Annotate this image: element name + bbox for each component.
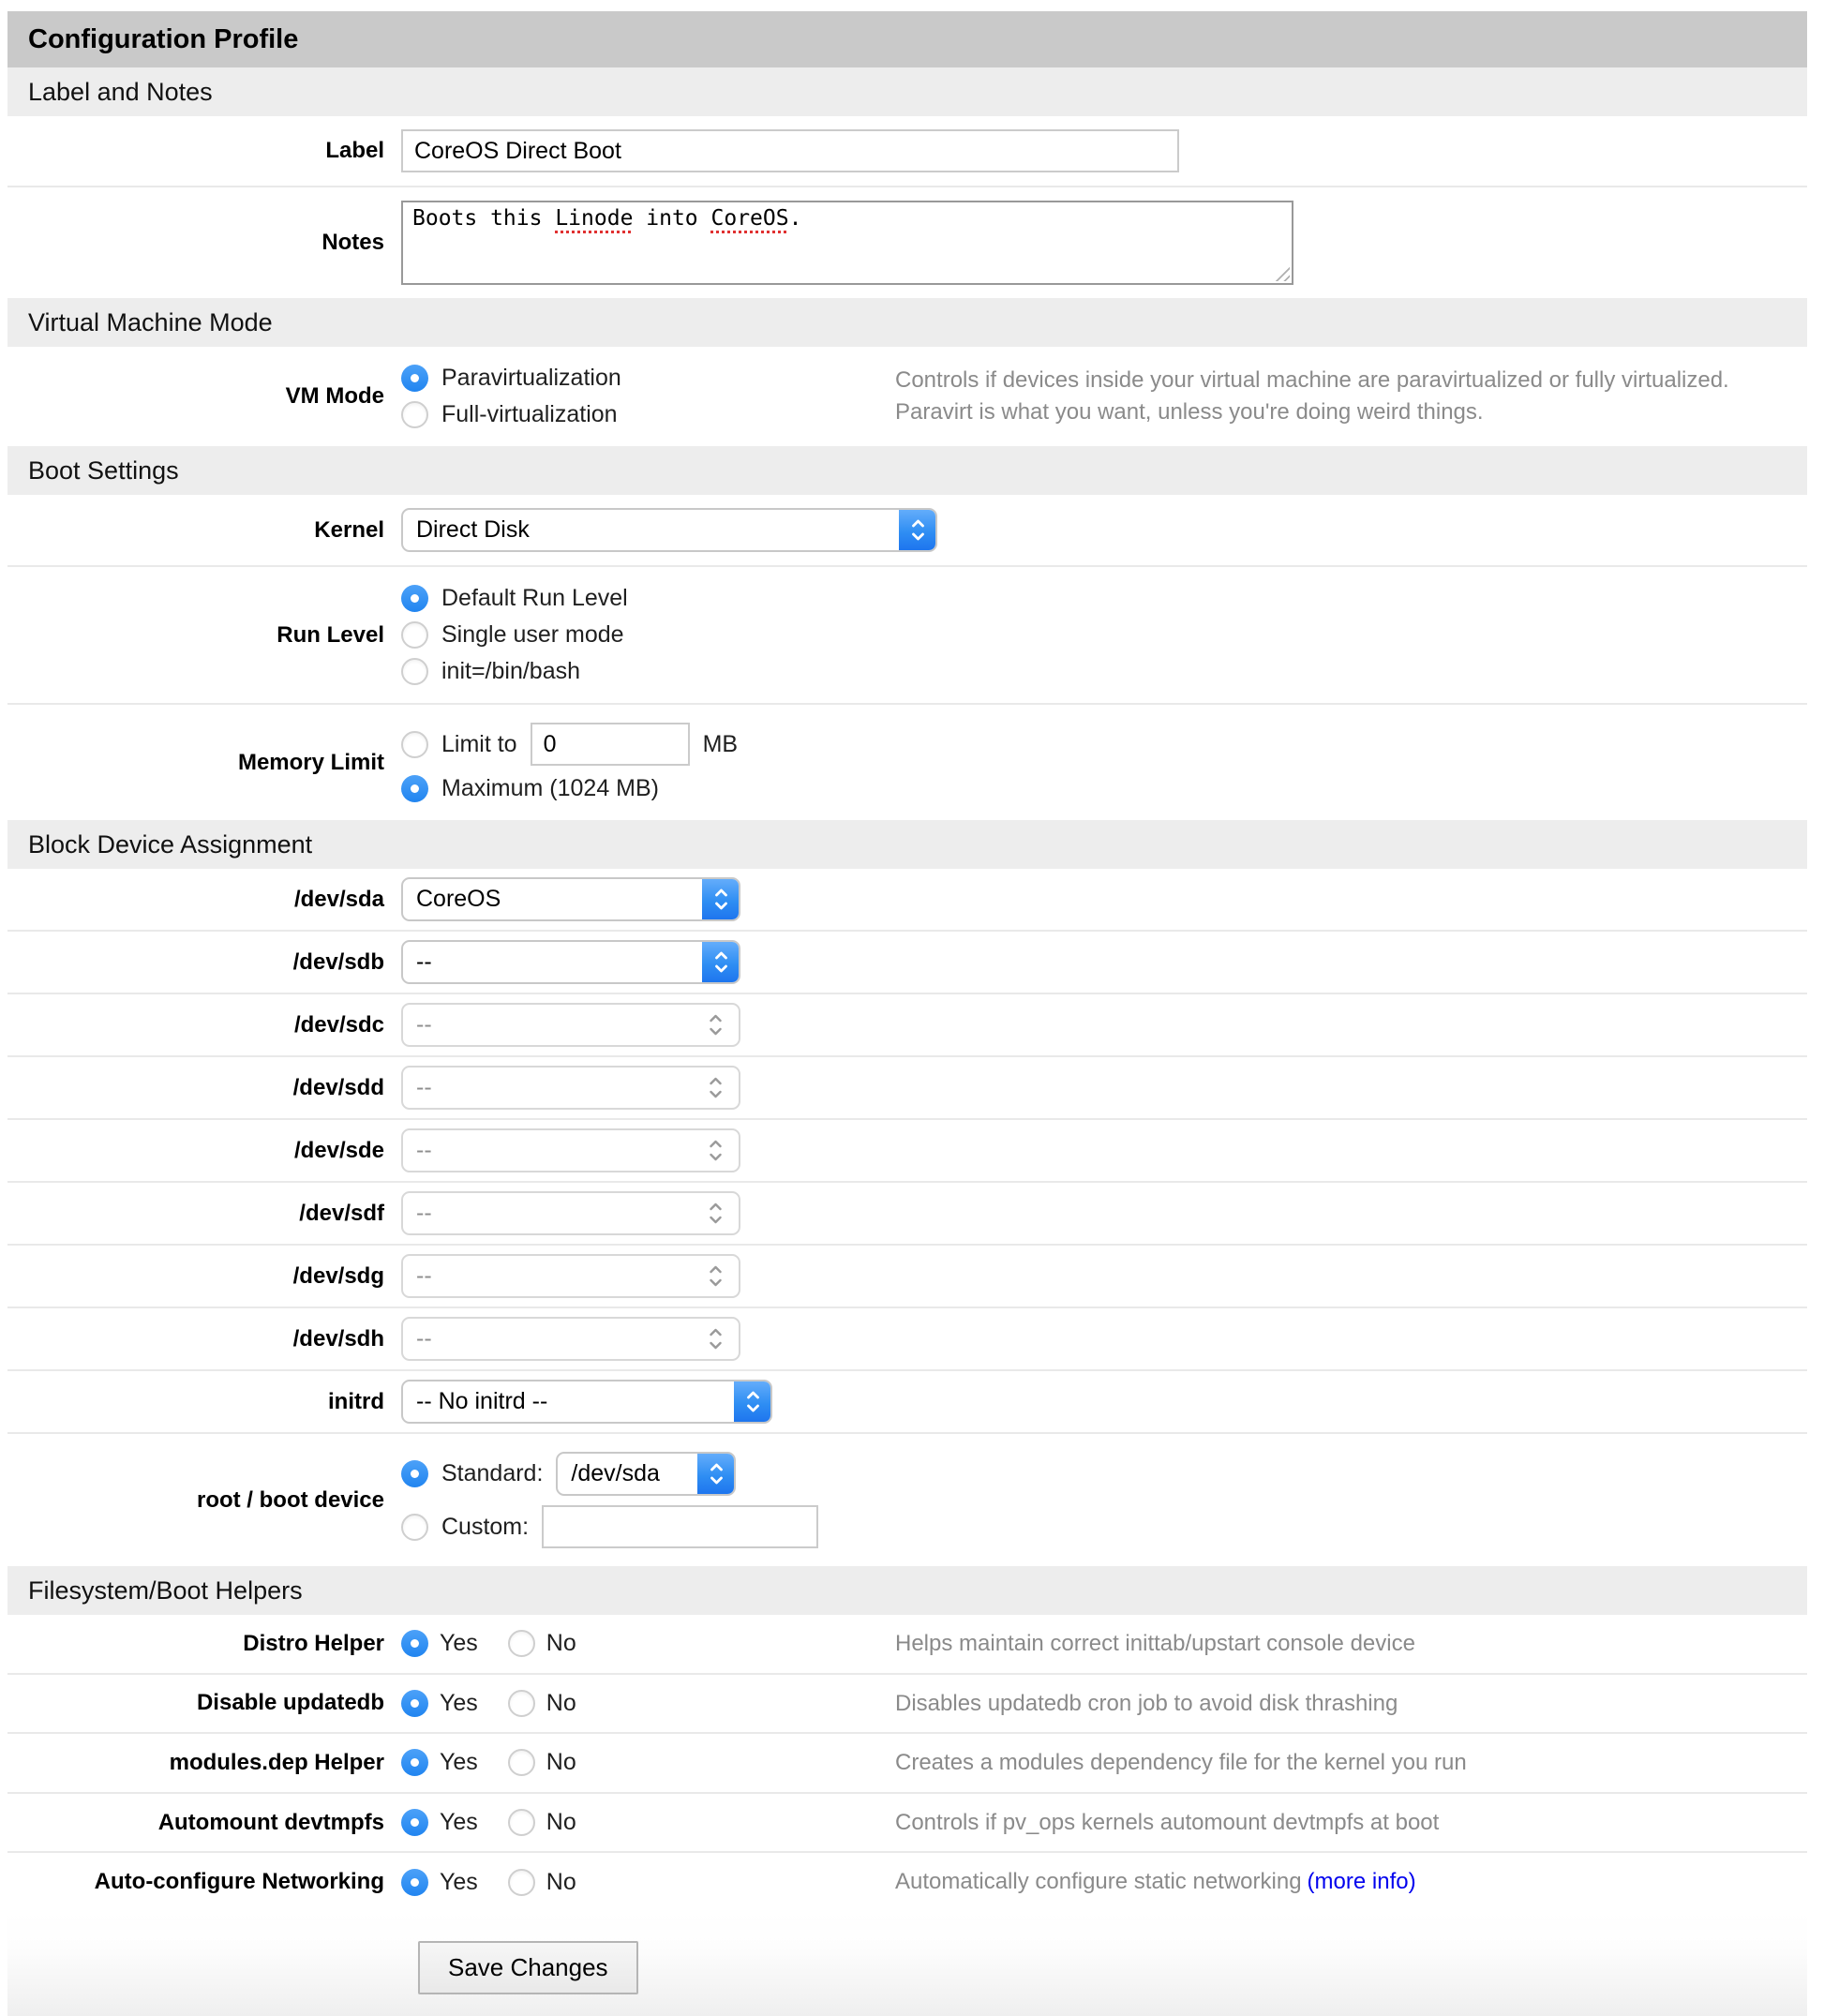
modules-dep-help-text: Creates a modules dependency file for the kernel you run	[895, 1750, 1467, 1776]
dev-sdg-row: /dev/sdg --	[7, 1244, 1807, 1307]
auto-configure-networking-help-text: Automatically configure static networking (more info)	[895, 1869, 1416, 1895]
disable-updatedb-help-text: Disables updatedb cron job to avoid disk thrashing	[895, 1690, 1398, 1716]
dev-sdh-select: --	[401, 1317, 740, 1361]
save-area	[7, 1911, 1807, 2016]
auto-configure-networking-yes-radio[interactable]	[401, 1869, 428, 1896]
boot-settings-body	[7, 495, 1807, 820]
default-run-level-radio[interactable]	[401, 585, 428, 612]
section-virtual-machine-mode: Virtual Machine Mode	[7, 298, 1807, 347]
select-stepper-icon	[734, 1381, 771, 1423]
initrd-select[interactable]: -- No initrd --	[401, 1380, 772, 1424]
dev-sde-select: --	[401, 1128, 740, 1172]
vm-mode-help-text: Controls if devices inside your virtual machine are paravirtualized or fully virtualized. Paravirt is what you want, unless you're doing weird things.	[895, 367, 1729, 425]
dev-sdb-row: /dev/sdb --	[7, 930, 1807, 993]
helpers-body	[7, 1615, 1807, 1911]
single-user-mode-option-label: Single user mode	[441, 621, 624, 648]
misspelled-word: Linode	[555, 206, 634, 231]
disable-updatedb-no-radio[interactable]	[508, 1690, 535, 1717]
memory-limit-label: Memory Limit	[237, 749, 384, 775]
maximum-memory-radio[interactable]	[401, 775, 428, 802]
dev-sdg-select: --	[401, 1254, 740, 1298]
automount-devtmpfs-help-text: Controls if pv_ops kernels automount devtmpfs at boot	[895, 1809, 1440, 1835]
automount-devtmpfs-yes-radio[interactable]	[401, 1809, 428, 1836]
label-input[interactable]	[401, 129, 1179, 172]
notes-row	[7, 186, 1807, 298]
custom-root-option-label: Custom:	[441, 1513, 530, 1540]
paravirtualization-option-label: Paravirtualization	[441, 365, 621, 391]
memory-unit-label: MB	[702, 730, 739, 757]
dev-sdf-select: --	[401, 1191, 740, 1235]
disable-updatedb-yes-radio[interactable]	[401, 1690, 428, 1717]
distro-helper-no-radio[interactable]	[508, 1630, 535, 1657]
custom-root-radio[interactable]	[401, 1514, 428, 1541]
custom-root-device-input[interactable]	[542, 1505, 818, 1548]
select-chevrons-icon	[697, 1140, 739, 1161]
dev-sdh-row: /dev/sdh --	[7, 1307, 1807, 1369]
limit-to-radio[interactable]	[401, 731, 428, 758]
dev-sdf-row: /dev/sdf --	[7, 1181, 1807, 1244]
vm-mode-label: VM Mode	[285, 383, 384, 409]
vm-mode-body	[7, 347, 1807, 446]
initrd-label: initrd	[328, 1388, 384, 1414]
default-run-level-option-label: Default Run Level	[441, 585, 628, 611]
auto-configure-networking-row: Auto-configure Networking Yes No Automatically configure static networking (more info)	[7, 1851, 1807, 1911]
maximum-memory-option-label: Maximum (1024 MB)	[441, 775, 659, 801]
limit-to-option-label: Limit to	[441, 730, 517, 757]
notes-textarea[interactable]: Boots this Linode into CoreOS.	[401, 201, 1293, 285]
select-stepper-icon	[697, 1453, 735, 1495]
select-stepper-icon	[702, 878, 740, 920]
select-chevrons-icon	[697, 1202, 739, 1224]
memory-limit-input[interactable]	[531, 723, 690, 766]
select-stepper-icon	[702, 941, 740, 983]
disable-updatedb-row: Disable updatedb Yes No Disables updatedb cron job to avoid disk thrashing	[7, 1673, 1807, 1733]
select-chevrons-icon	[697, 1077, 739, 1098]
dev-sdd-select: --	[401, 1066, 740, 1110]
vm-mode-row	[7, 347, 1807, 446]
automount-devtmpfs-row: Automount devtmpfs Yes No Controls if pv_ops kernels automount devtmpfs at boot	[7, 1792, 1807, 1852]
section-filesystem-boot-helpers: Filesystem/Boot Helpers	[7, 1566, 1807, 1615]
section-block-device-assignment: Block Device Assignment	[7, 820, 1807, 869]
dev-sda-row: /dev/sda CoreOS	[7, 869, 1807, 930]
resize-grip-icon[interactable]	[1272, 263, 1290, 281]
block-device-body	[7, 869, 1807, 1566]
auto-configure-networking-no-radio[interactable]	[508, 1869, 535, 1896]
dev-sda-select[interactable]: CoreOS	[401, 877, 740, 921]
dev-sdc-select: --	[401, 1003, 740, 1047]
section-boot-settings: Boot Settings	[7, 446, 1807, 495]
configuration-profile-form	[7, 11, 1807, 2016]
modules-dep-yes-radio[interactable]	[401, 1749, 428, 1776]
page-title: Configuration Profile	[7, 11, 1807, 67]
label-row	[7, 116, 1807, 186]
run-level-row	[7, 565, 1807, 703]
run-level-label: Run Level	[277, 621, 384, 648]
kernel-row	[7, 495, 1807, 565]
save-changes-button[interactable]: Save Changes	[418, 1941, 638, 1994]
distro-helper-row: Distro Helper Yes No Helps maintain correct inittab/upstart console device	[7, 1615, 1807, 1673]
single-user-mode-radio[interactable]	[401, 621, 428, 649]
full-virtualization-radio[interactable]	[401, 401, 428, 428]
label-field-label: Label	[325, 138, 384, 163]
standard-root-device-select[interactable]: /dev/sda	[556, 1452, 736, 1496]
standard-root-radio[interactable]	[401, 1460, 428, 1487]
initrd-row	[7, 1369, 1807, 1432]
init-bin-bash-radio[interactable]	[401, 658, 428, 685]
dev-sdd-row: /dev/sdd --	[7, 1055, 1807, 1118]
init-bin-bash-option-label: init=/bin/bash	[441, 658, 581, 684]
automount-devtmpfs-no-radio[interactable]	[508, 1809, 535, 1836]
kernel-select[interactable]: Direct Disk	[401, 508, 937, 552]
dev-sde-row: /dev/sde --	[7, 1118, 1807, 1181]
modules-dep-no-radio[interactable]	[508, 1749, 535, 1776]
distro-helper-help-text: Helps maintain correct inittab/upstart console device	[895, 1631, 1415, 1656]
root-boot-device-label: root / boot device	[196, 1486, 384, 1513]
section-label-and-notes: Label and Notes	[7, 67, 1807, 116]
label-notes-body	[7, 116, 1807, 298]
select-stepper-icon	[899, 509, 936, 551]
full-virtualization-option-label: Full-virtualization	[441, 401, 618, 427]
paravirtualization-radio[interactable]	[401, 365, 428, 392]
standard-root-option-label: Standard:	[441, 1460, 544, 1486]
dev-sdb-select[interactable]: --	[401, 940, 740, 984]
select-chevrons-icon	[697, 1328, 739, 1350]
distro-helper-yes-radio[interactable]	[401, 1630, 428, 1657]
modules-dep-helper-row: modules.dep Helper Yes No Creates a modules dependency file for the kernel you run	[7, 1732, 1807, 1792]
memory-limit-row	[7, 703, 1807, 820]
kernel-label: Kernel	[314, 516, 384, 543]
root-boot-device-row	[7, 1432, 1807, 1566]
dev-sdc-row: /dev/sdc --	[7, 993, 1807, 1055]
misspelled-word: CoreOS	[710, 206, 789, 231]
notes-field-label: Notes	[321, 230, 384, 255]
more-info-link[interactable]: (more info)	[1307, 1869, 1416, 1895]
select-chevrons-icon	[697, 1265, 739, 1287]
select-chevrons-icon	[697, 1014, 739, 1036]
